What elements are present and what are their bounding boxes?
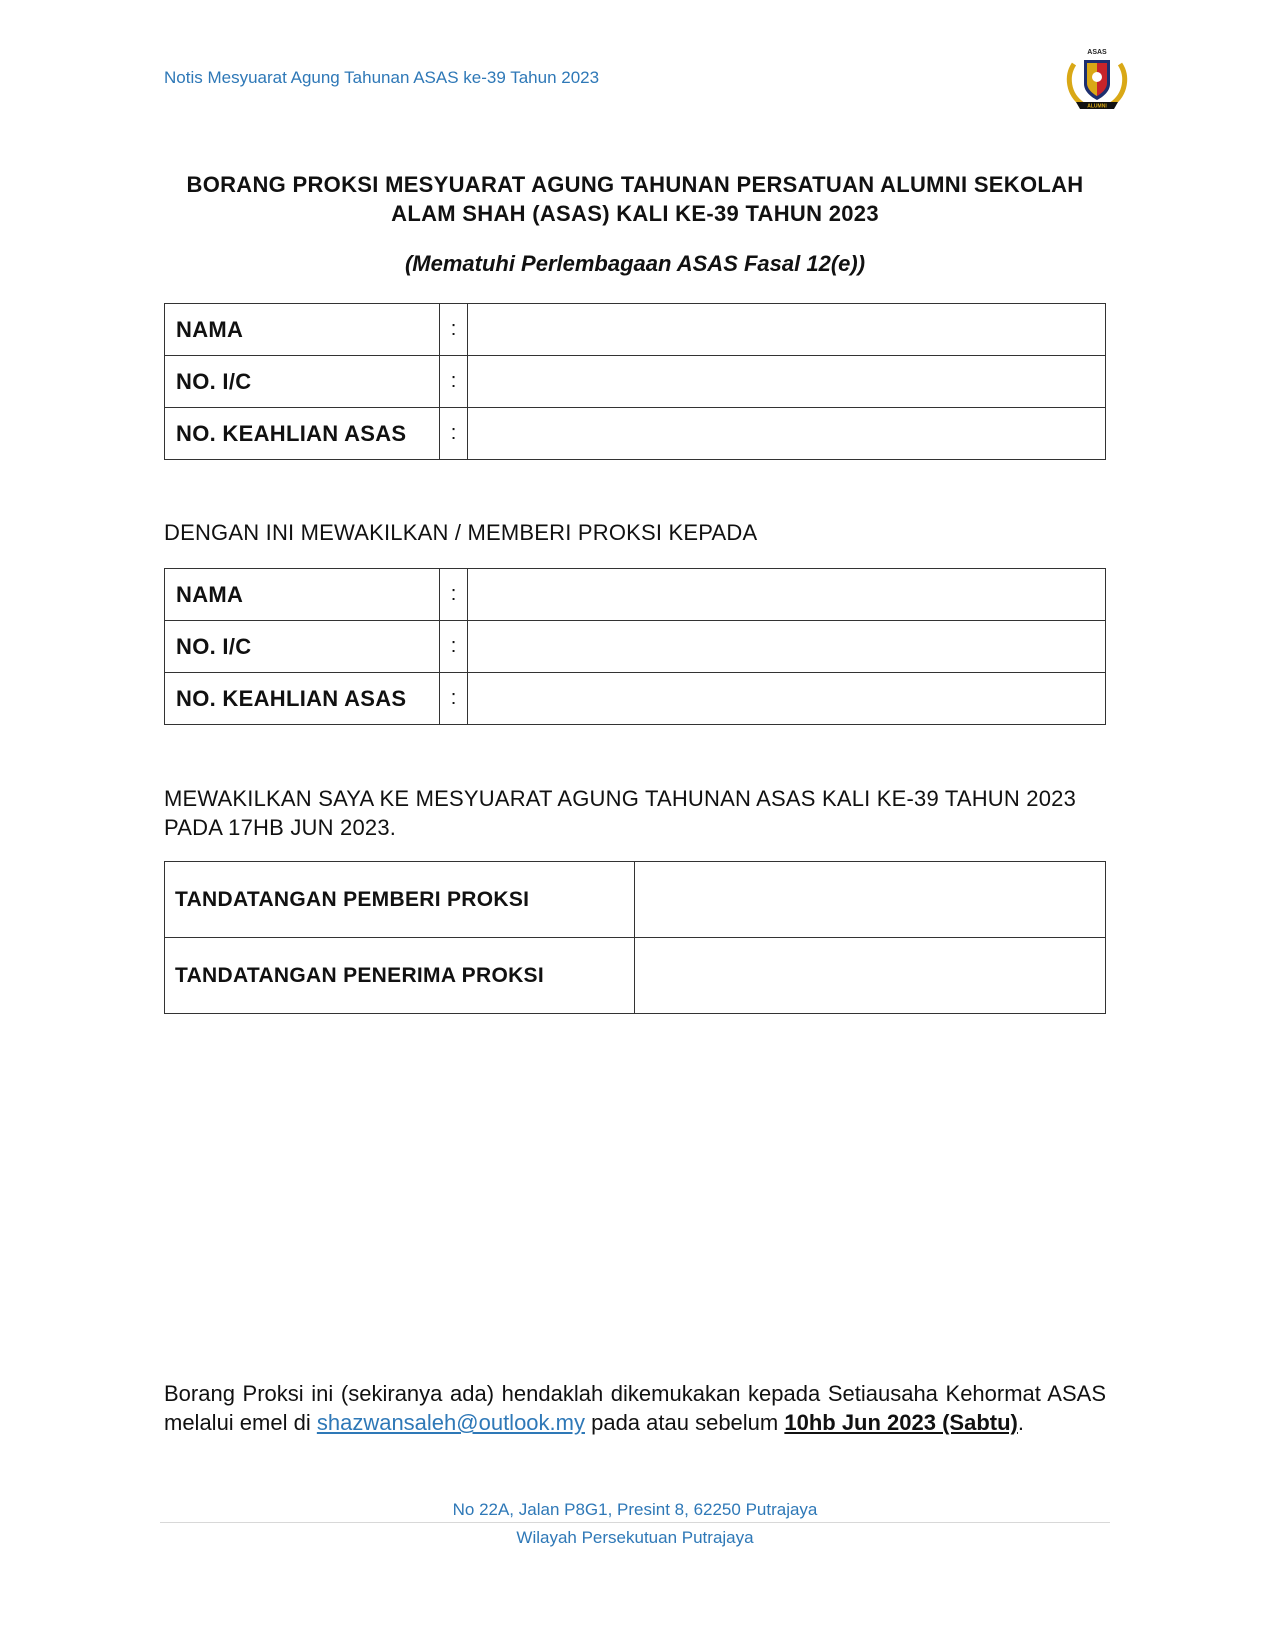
field-label: NO. KEAHLIAN ASAS [165, 673, 440, 725]
representation-text [164, 784, 1106, 842]
form-title-line2: ALAM SHAH (ASAS) KALI KE-39 TAHUN 2023 [391, 201, 879, 226]
header-note: Notis Mesyuarat Agung Tahunan ASAS ke-39 Tahun 2023 [164, 68, 600, 87]
logo-text-top: ASAS [1087, 49, 1107, 56]
representation-line1: MEWAKILKAN SAYA KE MESYUARAT AGUNG TAHUNAN ASAS KALI KE-39 TAHUN 2023 [164, 786, 1077, 811]
footer-divider [160, 1522, 1110, 1523]
table-row [165, 673, 1106, 725]
field-colon: : [440, 408, 468, 460]
proxy-intro-text: DENGAN INI MEWAKILKAN / MEMBERI PROKSI KEPADA [164, 520, 758, 545]
field-colon: : [440, 356, 468, 408]
giver-name-field[interactable] [468, 304, 1106, 356]
submission-text: Borang Proksi ini (sekiranya ada) hendaklah dikemukakan kepada Setiausaha Kehormat ASAS melalui emel di [164, 1381, 1106, 1435]
field-label: NO. I/C [165, 356, 440, 408]
giver-membership-field[interactable] [468, 408, 1106, 460]
field-colon: : [440, 673, 468, 725]
address-line2: Wilayah Persekutuan Putrajaya [516, 1528, 754, 1547]
form-subtitle: (Mematuhi Perlembagaan ASAS Fasal 12(e)) [404, 251, 866, 276]
table-row [165, 356, 1106, 408]
address-line1: No 22A, Jalan P8G1, Presint 8, 62250 Putrajaya [452, 1500, 818, 1519]
submission-end: . [1017, 1410, 1024, 1435]
proxy-giver-table [164, 303, 1106, 460]
signature-label: TANDATANGAN PENERIMA PROKSI [165, 938, 635, 1014]
logo-text-bottom: ALUMNI [1087, 103, 1107, 110]
email-link[interactable]: shazwansaleh@outlook.my [316, 1410, 585, 1435]
submission-text-after: pada atau sebelum [584, 1410, 785, 1435]
field-label: NAMA [165, 304, 440, 356]
table-row [165, 621, 1106, 673]
deadline-text: 10hb Jun 2023 (Sabtu) [784, 1410, 1018, 1435]
field-label: NO. I/C [165, 621, 440, 673]
submission-note [164, 1379, 1106, 1437]
signature-label: TANDATANGAN PEMBERI PROKSI [165, 862, 635, 938]
receiver-signature-field[interactable] [635, 938, 1106, 1014]
table-row [165, 862, 1106, 938]
form-title-line1: BORANG PROKSI MESYUARAT AGUNG TAHUNAN PERSATUAN ALUMNI SEKOLAH [186, 172, 1084, 197]
table-row [165, 569, 1106, 621]
field-label: NO. KEAHLIAN ASAS [165, 408, 440, 460]
field-colon: : [440, 621, 468, 673]
representation-line2: PADA 17HB JUN 2023. [164, 815, 397, 840]
proxy-receiver-table [164, 568, 1106, 725]
field-label: NAMA [165, 569, 440, 621]
table-row [165, 304, 1106, 356]
field-colon: : [440, 569, 468, 621]
table-row [165, 408, 1106, 460]
signature-table [164, 861, 1106, 1014]
alumni-crest-icon [1062, 46, 1132, 112]
receiver-ic-field[interactable] [468, 621, 1106, 673]
giver-signature-field[interactable] [635, 862, 1106, 938]
receiver-name-field[interactable] [468, 569, 1106, 621]
table-row [165, 938, 1106, 1014]
form-title [164, 170, 1106, 228]
giver-ic-field[interactable] [468, 356, 1106, 408]
receiver-membership-field[interactable] [468, 673, 1106, 725]
field-colon: : [440, 304, 468, 356]
